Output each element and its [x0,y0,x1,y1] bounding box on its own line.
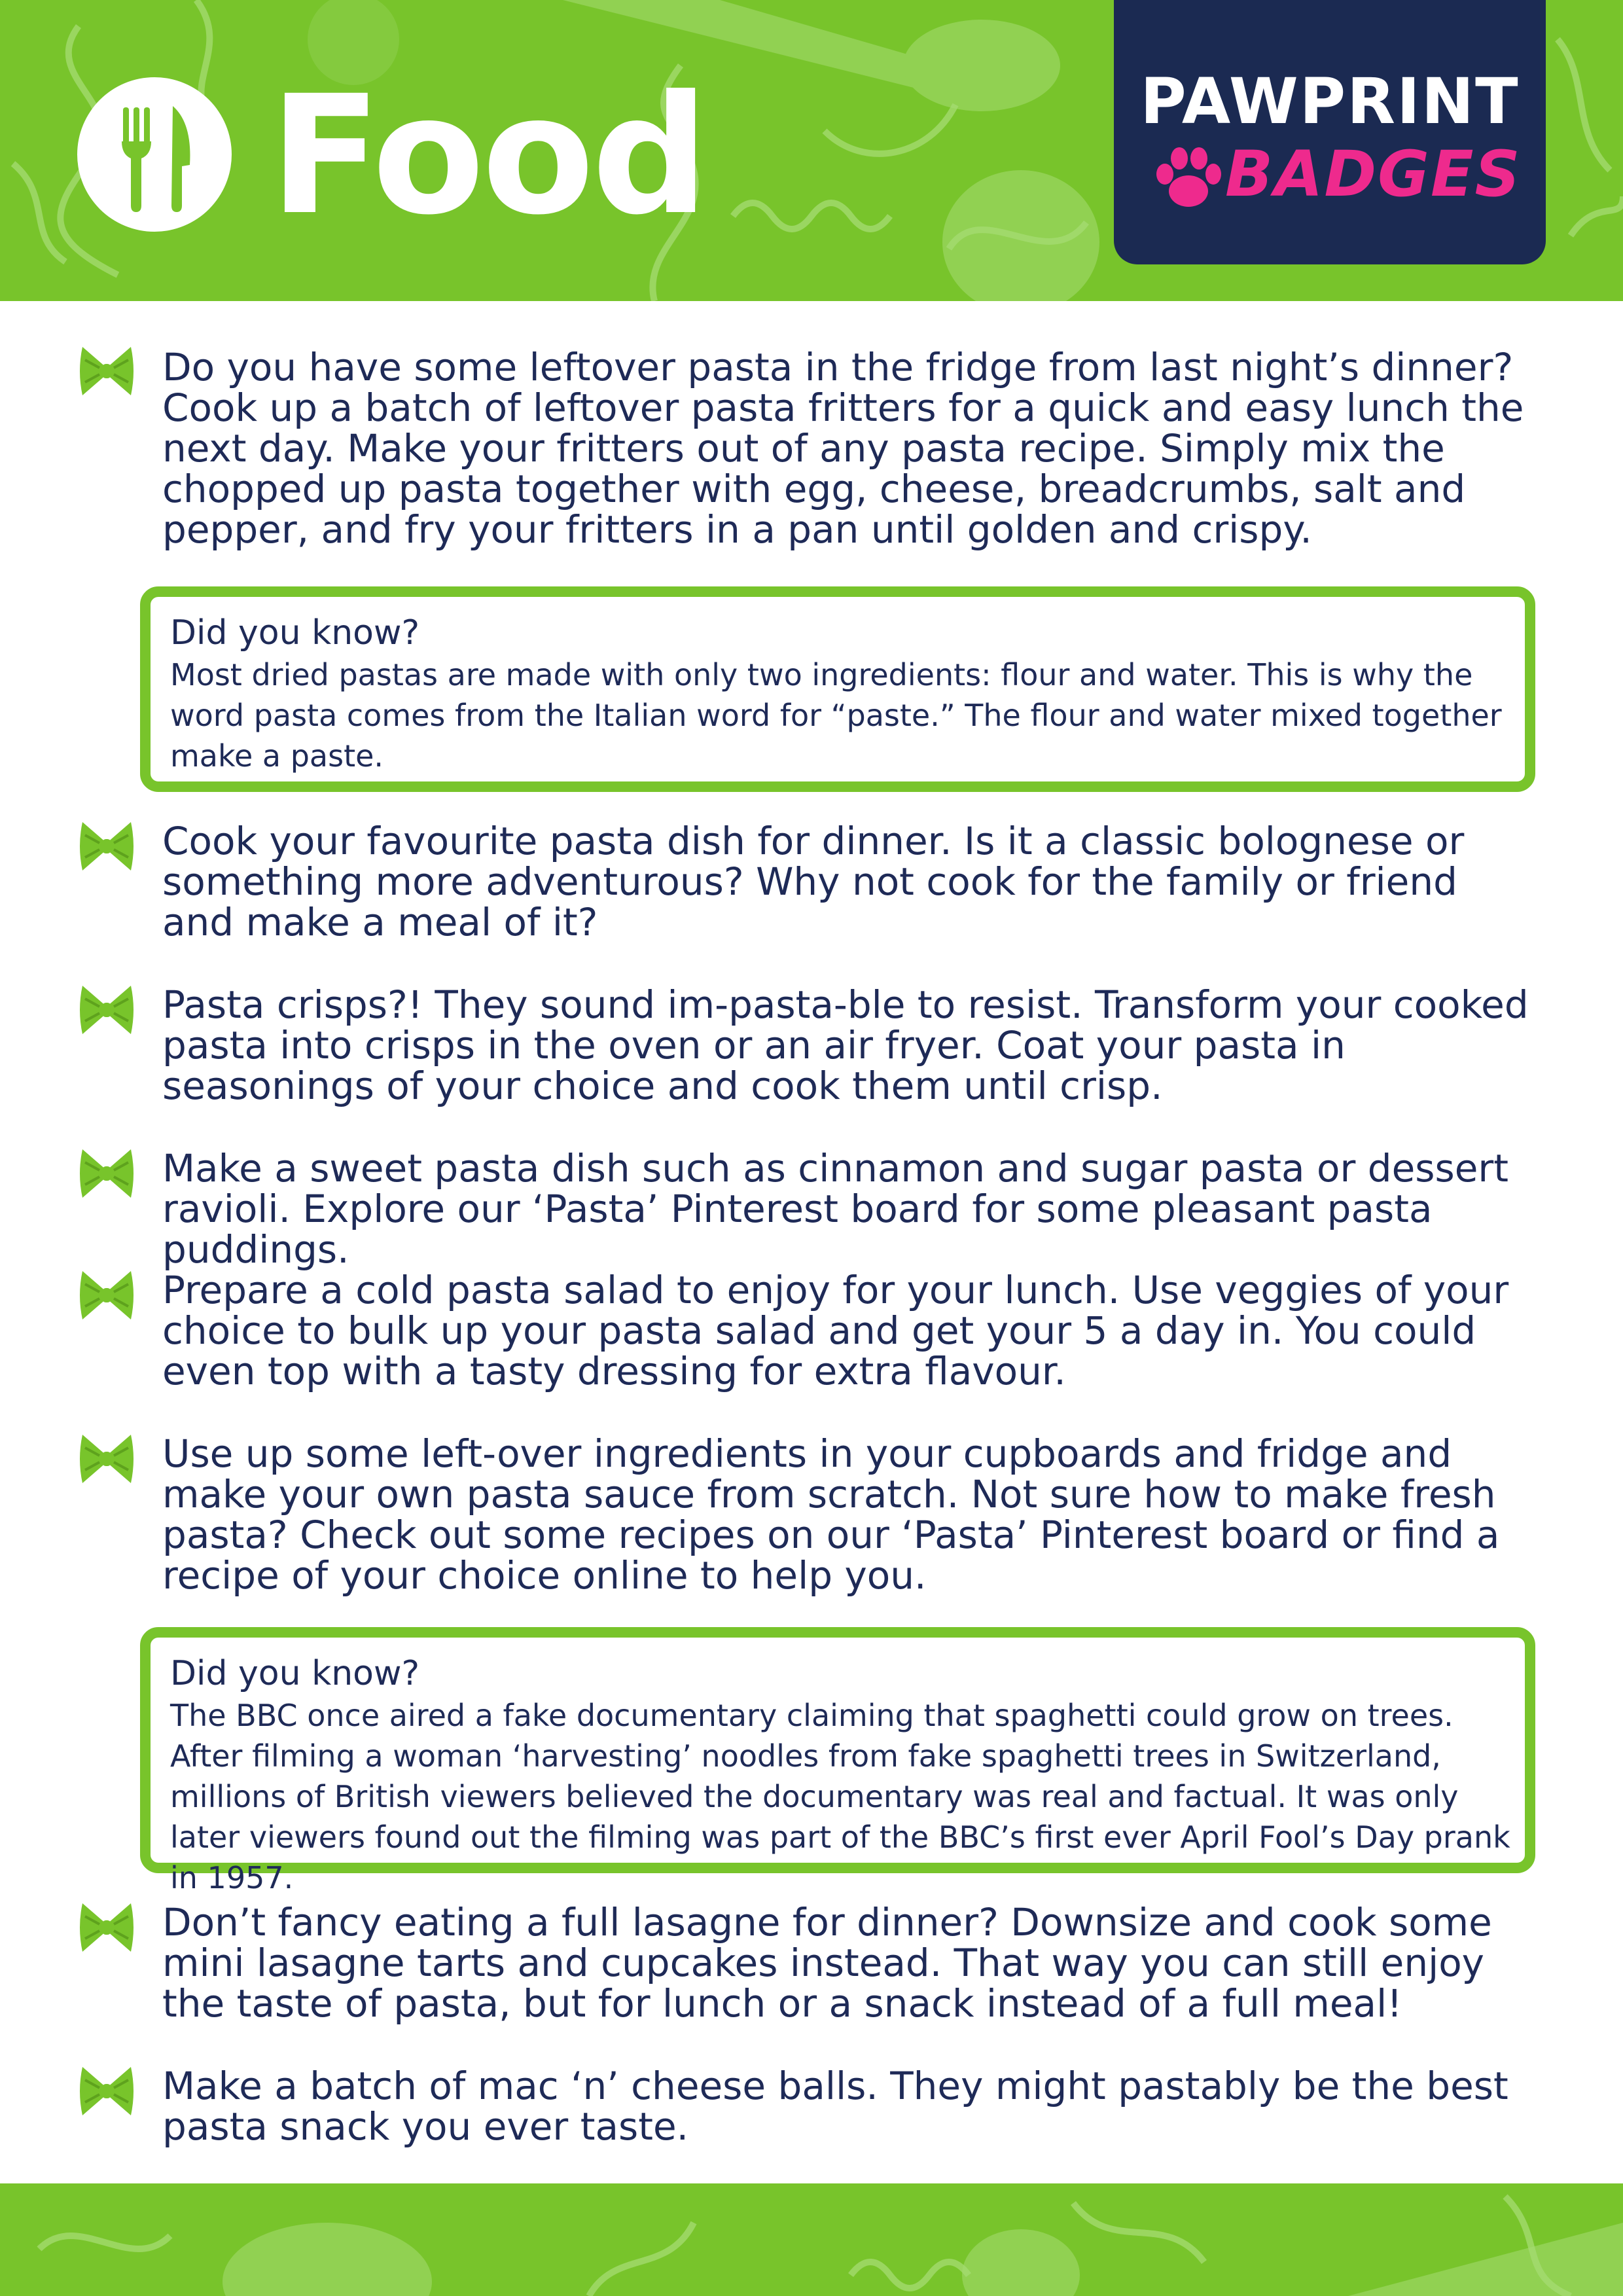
footer-banner [0,2183,1623,2296]
logo-text-pawprint: PAWPRINT [1140,65,1520,138]
farfalle-pasta-icon [77,980,136,1039]
did-you-know-box [140,586,1535,792]
farfalle-pasta-icon [77,1898,136,1957]
page-title: Food [270,60,707,251]
farfalle-pasta-icon [77,1429,136,1488]
farfalle-pasta-icon [77,1266,136,1325]
paw-icon [1150,145,1222,211]
list-item: Make a sweet pasta dish such as cinnamon and sugar pasta or dessert ravioli. Explore our ‘Pasta’ Pinterest board for some pleasant pasta puddings. [162,1146,1508,1272]
note-body: Most dried pastas are made with only two ingredients: flour and water. This is why the word pasta comes from the Italian word for “paste.” The flour and water mixed together make a paste. [170,657,1502,774]
list-item: Pasta crisps?! They sound im-pasta-ble to resist. Transform your cooked pasta into crisps in the oven or an air fryer. Coat your pasta in seasonings of your choice and cook them until crisp. [162,982,1529,1108]
note-heading: Did you know? [170,613,420,653]
logo-text-badges: BADGES [1225,137,1522,211]
pasta-pattern-decoration [0,2183,1623,2296]
list-item: Don’t fancy eating a full lasagne for dinner? Downsize and cook some mini lasagne tarts and cupcakes instead. That way you can still enjoy the taste of pasta, but for lunch or a snack instead of a full meal! [162,1900,1492,2026]
list-item: Cook your favourite pasta dish for dinner. Is it a classic bolognese or something more adventurous? Why not cook for the family or friend and make a meal of it? [162,819,1465,944]
list-item: Do you have some leftover pasta in the fridge from last night’s dinner? Cook up a batch of leftover pasta fritters for a quick and easy lunch the next day. Make your fritters out of any pasta recipe. Simply mix the chopped up pasta together with egg, cheese, breadcrumbs, salt and pepper, and fry your fritters in a pan until golden and crispy. [162,345,1524,552]
pawprint-badges-logo [1114,0,1546,264]
fork-knife-icon [77,77,232,232]
list-item: Use up some left-over ingredients in your cupboards and fridge and make your own pasta sauce from scratch. Not sure how to make fresh pasta? Check out some recipes on our ‘Pasta’ Pinterest board or find a recipe of your choice online to help you. [162,1431,1500,1598]
list-item: Make a batch of mac ‘n’ cheese balls. They might pastably be the best pasta snack you ever taste. [162,2064,1508,2149]
farfalle-pasta-icon [77,2062,136,2121]
header-banner [0,0,1623,301]
farfalle-pasta-icon [77,342,136,401]
note-heading: Did you know? [170,1654,420,1693]
note-body: The BBC once aired a fake documentary claiming that spaghetti could grow on trees. After filming a woman ‘harvesting’ noodles from fake spaghetti trees in Switzerland, millions of British viewers believed the documentary was real and factual. It was only later viewers found out the filming was part of the BBC’s first ever April Fool’s Day prank in 1957. [170,1698,1510,1895]
farfalle-pasta-icon [77,817,136,876]
farfalle-pasta-icon [77,1144,136,1203]
did-you-know-box [140,1627,1535,1895]
list-item: Prepare a cold pasta salad to enjoy for your lunch. Use veggies of your choice to bulk up your pasta salad and get your 5 a day in. You could even top with a tasty dressing for extra flavour. [162,1268,1509,1393]
